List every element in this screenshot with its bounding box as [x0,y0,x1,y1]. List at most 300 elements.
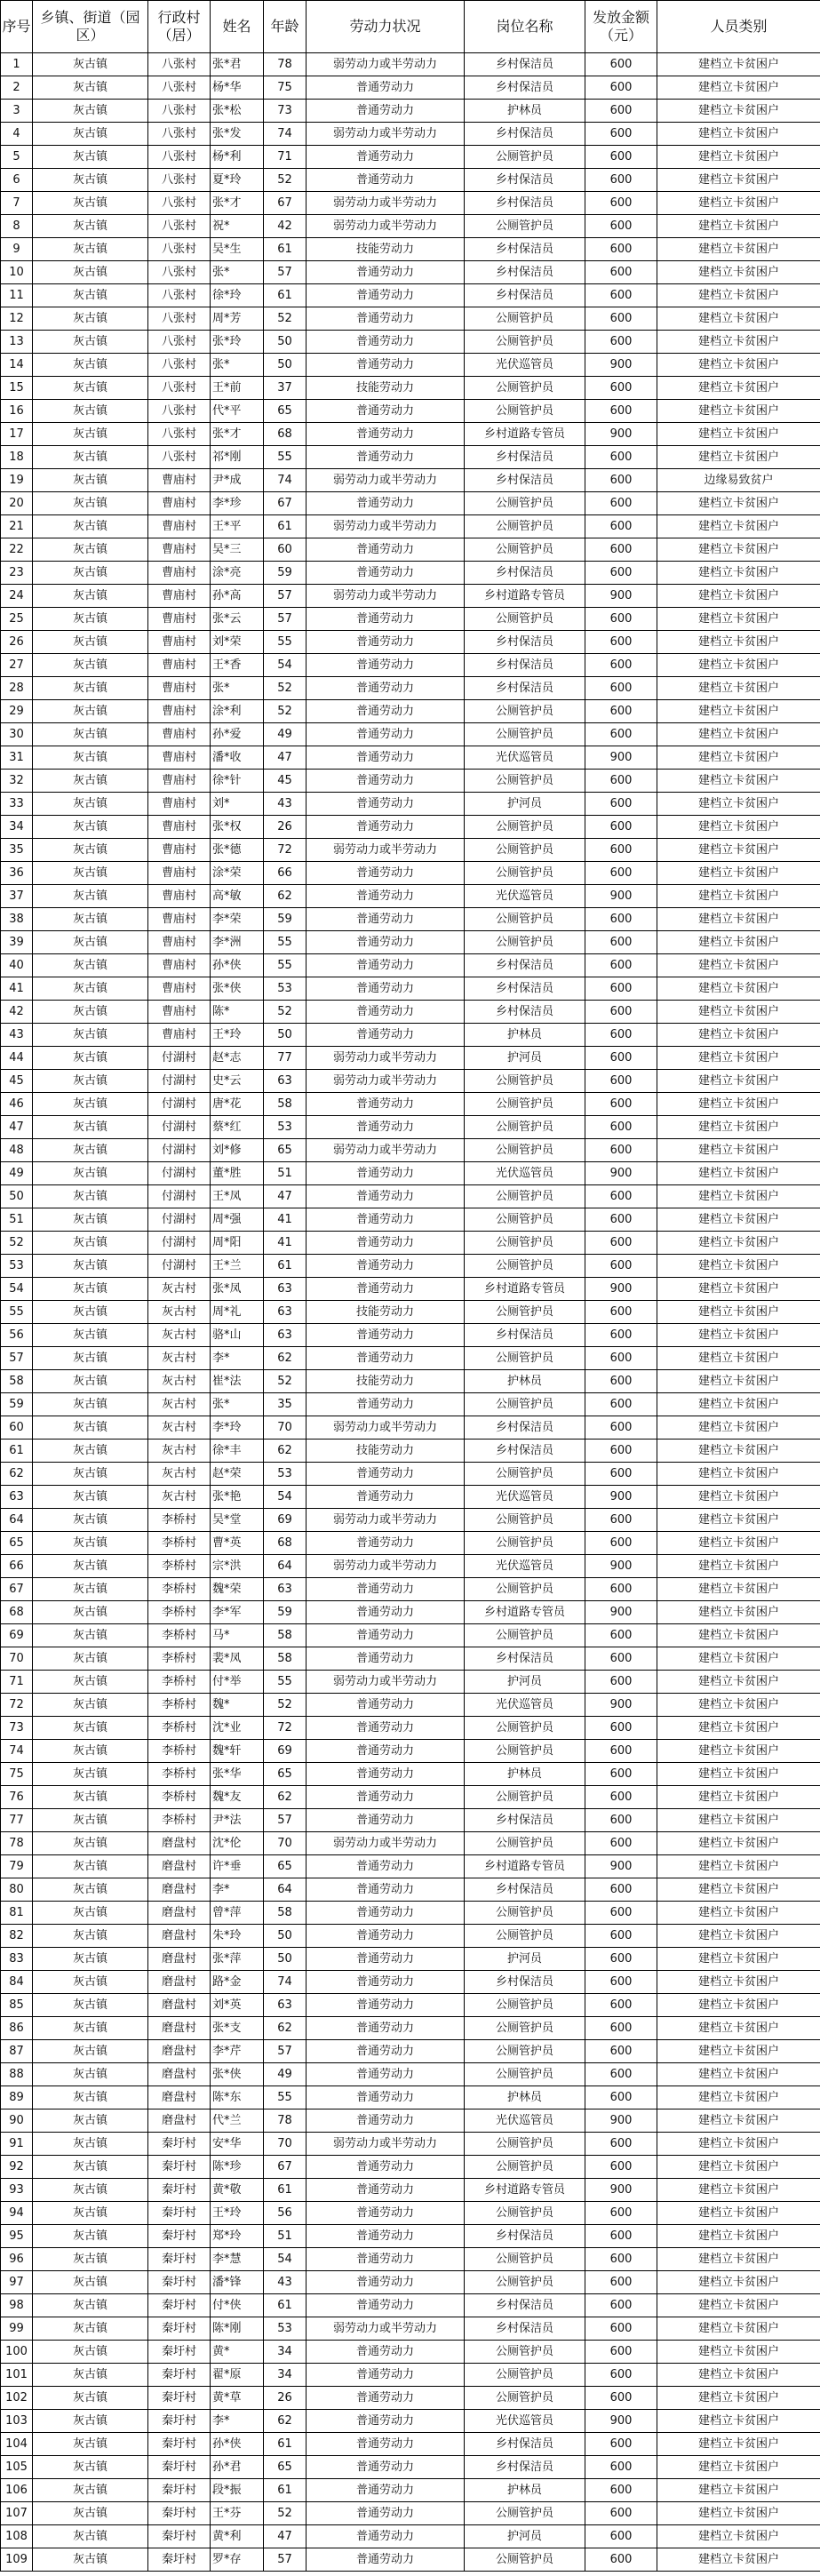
township-cell: 灰古镇 [33,2271,148,2294]
age-cell: 52 [264,1001,307,1024]
person-category-cell: 建档立卡贫困户 [657,1855,820,1878]
age-cell: 55 [264,931,307,954]
age-cell: 43 [264,2271,307,2294]
age-cell: 52 [264,2502,307,2525]
labor-status-cell: 普通劳动力 [307,2433,465,2456]
post-name-cell: 公厕管护员 [465,2248,585,2271]
table-row [1,1162,820,1185]
village-cell: 秦圩村 [148,2248,211,2271]
age-cell: 57 [264,585,307,608]
labor-status-cell: 普通劳动力 [307,2086,465,2109]
person-category-cell: 建档立卡贫困户 [657,2133,820,2156]
labor-status-cell: 普通劳动力 [307,723,465,746]
labor-status-cell: 普通劳动力 [307,677,465,700]
serial-no-cell: 2 [1,76,33,100]
table-row [1,631,820,654]
serial-no-cell: 86 [1,2017,33,2040]
table-header-row [1,1,820,53]
age-cell: 26 [264,816,307,839]
labor-status-cell: 普通劳动力 [307,1001,465,1024]
person-category-cell: 建档立卡贫困户 [657,862,820,885]
village-cell: 付湖村 [148,1208,211,1232]
serial-no-cell: 88 [1,2063,33,2086]
name-cell: 付*举 [211,1671,264,1694]
labor-status-cell: 普通劳动力 [307,1486,465,1509]
table-row [1,2271,820,2294]
village-cell: 磨盘村 [148,1902,211,1925]
person-category-cell: 建档立卡贫困户 [657,1925,820,1948]
name-cell: 徐*针 [211,770,264,793]
township-cell: 灰古镇 [33,2341,148,2364]
village-cell: 磨盘村 [148,1948,211,1971]
table-row [1,307,820,331]
township-cell: 灰古镇 [33,100,148,123]
labor-status-cell: 普通劳动力 [307,2109,465,2133]
amount-cell: 600 [585,238,657,261]
age-cell: 73 [264,100,307,123]
serial-no-cell: 33 [1,793,33,816]
labor-status-cell: 普通劳动力 [307,2548,465,2572]
labor-status-cell: 普通劳动力 [307,885,465,908]
person-category-cell: 建档立卡贫困户 [657,2341,820,2364]
age-cell: 63 [264,1324,307,1347]
serial-no-cell: 65 [1,1532,33,1555]
person-category-cell: 建档立卡贫困户 [657,1994,820,2017]
serial-no-cell: 13 [1,331,33,354]
township-cell: 灰古镇 [33,146,148,169]
post-name-cell: 护林员 [465,2479,585,2502]
serial-no-cell: 51 [1,1208,33,1232]
name-cell: 孙*侠 [211,2433,264,2456]
serial-no-cell: 38 [1,908,33,931]
labor-status-cell: 普通劳动力 [307,954,465,977]
township-cell: 灰古镇 [33,1393,148,1416]
person-category-cell: 建档立卡贫困户 [657,2479,820,2502]
age-cell: 42 [264,215,307,238]
age-cell: 41 [264,1208,307,1232]
township-cell: 灰古镇 [33,238,148,261]
township-cell: 灰古镇 [33,654,148,677]
serial-no-cell: 80 [1,1878,33,1902]
age-cell: 62 [264,1440,307,1463]
village-cell: 曹庙村 [148,954,211,977]
village-cell: 秦圩村 [148,2433,211,2456]
age-cell: 34 [264,2364,307,2387]
table-row [1,2063,820,2086]
name-cell: 张*萍 [211,1948,264,1971]
person-category-cell: 建档立卡贫困户 [657,215,820,238]
post-name-cell: 护林员 [465,2086,585,2109]
person-category-cell: 建档立卡贫困户 [657,1786,820,1809]
post-name-cell: 护林员 [465,100,585,123]
amount-cell: 600 [585,2525,657,2548]
post-name-cell: 乡村保洁员 [465,2433,585,2456]
labor-status-cell: 普通劳动力 [307,1578,465,1601]
table-row [1,76,820,100]
amount-cell: 600 [585,1624,657,1647]
township-cell: 灰古镇 [33,723,148,746]
age-cell: 58 [264,1647,307,1671]
township-cell: 灰古镇 [33,1001,148,1024]
post-name-cell: 公厕管护员 [465,1740,585,1763]
village-cell: 秦圩村 [148,2364,211,2387]
post-name-cell: 光伏巡管员 [465,1486,585,1509]
age-cell: 61 [264,2179,307,2202]
township-cell: 灰古镇 [33,1763,148,1786]
post-name-cell: 公厕管护员 [465,2040,585,2063]
header-person-category: 人员类别 [657,1,820,53]
person-category-cell: 建档立卡贫困户 [657,1255,820,1278]
age-cell: 58 [264,1902,307,1925]
post-name-cell: 乡村道路专管员 [465,1601,585,1624]
table-row [1,2109,820,2133]
age-cell: 63 [264,1301,307,1324]
post-name-cell: 乡村保洁员 [465,2225,585,2248]
name-cell: 涂*利 [211,700,264,723]
table-row [1,677,820,700]
village-cell: 秦圩村 [148,2156,211,2179]
labor-status-cell: 普通劳动力 [307,562,465,585]
amount-cell: 600 [585,2225,657,2248]
person-category-cell: 建档立卡贫困户 [657,1740,820,1763]
post-name-cell: 乡村道路专管员 [465,423,585,446]
amount-cell: 600 [585,1416,657,1440]
serial-no-cell: 52 [1,1232,33,1255]
amount-cell: 600 [585,1116,657,1139]
labor-status-cell: 弱劳动力或半劳动力 [307,53,465,76]
serial-no-cell: 15 [1,377,33,400]
township-cell: 灰古镇 [33,1047,148,1070]
header-village: 行政村（居） [148,1,211,53]
village-cell: 曹庙村 [148,515,211,538]
amount-cell: 600 [585,654,657,677]
amount-cell: 600 [585,608,657,631]
serial-no-cell: 42 [1,1001,33,1024]
post-name-cell: 乡村保洁员 [465,1647,585,1671]
labor-status-cell: 普通劳动力 [307,2456,465,2479]
labor-status-cell: 普通劳动力 [307,331,465,354]
serial-no-cell: 93 [1,2179,33,2202]
labor-status-cell: 普通劳动力 [307,1024,465,1047]
amount-cell: 600 [585,1717,657,1740]
serial-no-cell: 99 [1,2317,33,2341]
post-name-cell: 护河员 [465,793,585,816]
township-cell: 灰古镇 [33,908,148,931]
person-category-cell: 建档立卡贫困户 [657,908,820,931]
village-cell: 曹庙村 [148,908,211,931]
table-row [1,954,820,977]
post-name-cell: 公厕管护员 [465,1717,585,1740]
table-row [1,192,820,215]
labor-status-cell: 普通劳动力 [307,1185,465,1208]
amount-cell: 600 [585,1509,657,1532]
amount-cell: 600 [585,2317,657,2341]
township-cell: 灰古镇 [33,423,148,446]
labor-status-cell: 普通劳动力 [307,2179,465,2202]
age-cell: 72 [264,1717,307,1740]
age-cell: 55 [264,2086,307,2109]
serial-no-cell: 24 [1,585,33,608]
labor-status-cell: 普通劳动力 [307,1809,465,1832]
person-category-cell: 建档立卡贫困户 [657,284,820,307]
labor-status-cell: 普通劳动力 [307,977,465,1001]
village-cell: 灰古村 [148,1463,211,1486]
village-cell: 磨盘村 [148,2086,211,2109]
village-cell: 李桥村 [148,1555,211,1578]
post-name-cell: 公厕管护员 [465,816,585,839]
table-row [1,1463,820,1486]
village-cell: 八张村 [148,123,211,146]
village-cell: 付湖村 [148,1093,211,1116]
serial-no-cell: 40 [1,954,33,977]
township-cell: 灰古镇 [33,954,148,977]
amount-cell: 600 [585,1763,657,1786]
township-cell: 灰古镇 [33,538,148,562]
township-cell: 灰古镇 [33,53,148,76]
amount-cell: 600 [585,1208,657,1232]
table-row [1,2248,820,2271]
serial-no-cell: 55 [1,1301,33,1324]
township-cell: 灰古镇 [33,1855,148,1878]
post-name-cell: 乡村保洁员 [465,1416,585,1440]
amount-cell: 600 [585,2387,657,2410]
amount-cell: 600 [585,1255,657,1278]
post-name-cell: 护河员 [465,1948,585,1971]
post-name-cell: 公厕管护员 [465,492,585,515]
village-cell: 付湖村 [148,1116,211,1139]
amount-cell: 600 [585,931,657,954]
table-row [1,2479,820,2502]
serial-no-cell: 79 [1,1855,33,1878]
labor-status-cell: 普通劳动力 [307,423,465,446]
labor-status-cell: 弱劳动力或半劳动力 [307,1832,465,1855]
person-category-cell: 建档立卡贫困户 [657,123,820,146]
age-cell: 61 [264,284,307,307]
post-name-cell: 乡村保洁员 [465,1324,585,1347]
village-cell: 付湖村 [148,1162,211,1185]
village-cell: 李桥村 [148,1786,211,1809]
labor-status-cell: 弱劳动力或半劳动力 [307,515,465,538]
village-cell: 李桥村 [148,1509,211,1532]
serial-no-cell: 45 [1,1070,33,1093]
amount-cell: 600 [585,2040,657,2063]
age-cell: 62 [264,1347,307,1370]
township-cell: 灰古镇 [33,770,148,793]
labor-status-cell: 弱劳动力或半劳动力 [307,2133,465,2156]
township-cell: 灰古镇 [33,746,148,770]
amount-cell: 600 [585,1024,657,1047]
table-row [1,723,820,746]
village-cell: 磨盘村 [148,2063,211,2086]
person-category-cell: 建档立卡贫困户 [657,76,820,100]
person-category-cell: 建档立卡贫困户 [657,1509,820,1532]
person-category-cell: 建档立卡贫困户 [657,1578,820,1601]
village-cell: 磨盘村 [148,1855,211,1878]
amount-cell: 600 [585,1301,657,1324]
age-cell: 70 [264,2133,307,2156]
person-category-cell: 建档立卡贫困户 [657,770,820,793]
township-cell: 灰古镇 [33,2017,148,2040]
table-row [1,2156,820,2179]
amount-cell: 600 [585,2133,657,2156]
serial-no-cell: 91 [1,2133,33,2156]
amount-cell: 900 [585,1694,657,1717]
labor-status-cell: 普通劳动力 [307,1740,465,1763]
age-cell: 57 [264,2548,307,2572]
person-category-cell: 建档立卡贫困户 [657,2156,820,2179]
township-cell: 灰古镇 [33,2179,148,2202]
amount-cell: 600 [585,2364,657,2387]
serial-no-cell: 30 [1,723,33,746]
village-cell: 曹庙村 [148,492,211,515]
person-category-cell: 建档立卡贫困户 [657,423,820,446]
labor-status-cell: 普通劳动力 [307,1232,465,1255]
name-cell: 周*阳 [211,1232,264,1255]
post-name-cell: 光伏巡管员 [465,746,585,770]
village-cell: 秦圩村 [148,2271,211,2294]
labor-status-cell: 普通劳动力 [307,770,465,793]
table-row [1,977,820,1001]
serial-no-cell: 27 [1,654,33,677]
person-category-cell: 建档立卡贫困户 [657,885,820,908]
amount-cell: 600 [585,2479,657,2502]
labor-status-cell: 普通劳动力 [307,2410,465,2433]
person-category-cell: 建档立卡贫困户 [657,793,820,816]
age-cell: 59 [264,908,307,931]
age-cell: 49 [264,2063,307,2086]
amount-cell: 600 [585,1994,657,2017]
person-category-cell: 建档立卡贫困户 [657,2225,820,2248]
labor-status-cell: 普通劳动力 [307,2364,465,2387]
age-cell: 78 [264,2109,307,2133]
person-category-cell: 建档立卡贫困户 [657,53,820,76]
village-cell: 灰古村 [148,1486,211,1509]
amount-cell: 600 [585,1925,657,1948]
person-category-cell: 建档立卡贫困户 [657,515,820,538]
name-cell: 陈*刚 [211,2317,264,2341]
serial-no-cell: 12 [1,307,33,331]
post-name-cell: 乡村保洁员 [465,654,585,677]
name-cell: 杨*利 [211,146,264,169]
age-cell: 45 [264,770,307,793]
amount-cell: 600 [585,1347,657,1370]
age-cell: 47 [264,746,307,770]
township-cell: 灰古镇 [33,1994,148,2017]
table-row [1,1532,820,1555]
person-category-cell: 建档立卡贫困户 [657,1324,820,1347]
labor-status-cell: 普通劳动力 [307,100,465,123]
table-row [1,2133,820,2156]
person-category-cell: 建档立卡贫困户 [657,1532,820,1555]
serial-no-cell: 49 [1,1162,33,1185]
post-name-cell: 公厕管护员 [465,2202,585,2225]
labor-status-cell: 普通劳动力 [307,261,465,284]
amount-cell: 600 [585,839,657,862]
amount-cell: 600 [585,2017,657,2040]
post-name-cell: 光伏巡管员 [465,1555,585,1578]
village-cell: 曹庙村 [148,770,211,793]
name-cell: 张*德 [211,839,264,862]
labor-status-cell: 普通劳动力 [307,2202,465,2225]
labor-status-cell: 弱劳动力或半劳动力 [307,1070,465,1093]
serial-no-cell: 94 [1,2202,33,2225]
labor-status-cell: 弱劳动力或半劳动力 [307,215,465,238]
village-cell: 付湖村 [148,1047,211,1070]
amount-cell: 600 [585,2202,657,2225]
age-cell: 54 [264,654,307,677]
village-cell: 灰古村 [148,1324,211,1347]
age-cell: 50 [264,1948,307,1971]
township-cell: 灰古镇 [33,1463,148,1486]
header-labor-status: 劳动力状况 [307,1,465,53]
name-cell: 李*荣 [211,908,264,931]
table-body [1,53,820,2572]
table-row [1,654,820,677]
table-row [1,1370,820,1393]
township-cell: 灰古镇 [33,2294,148,2317]
amount-cell: 600 [585,1809,657,1832]
serial-no-cell: 20 [1,492,33,515]
township-cell: 灰古镇 [33,1878,148,1902]
post-name-cell: 公厕管护员 [465,1070,585,1093]
serial-no-cell: 69 [1,1624,33,1647]
person-category-cell: 建档立卡贫困户 [657,1208,820,1232]
amount-cell: 600 [585,2271,657,2294]
table-row [1,839,820,862]
header-township: 乡镇、街道（园区） [33,1,148,53]
post-name-cell: 公厕管护员 [465,1624,585,1647]
serial-no-cell: 35 [1,839,33,862]
person-category-cell: 建档立卡贫困户 [657,1162,820,1185]
person-category-cell: 建档立卡贫困户 [657,192,820,215]
name-cell: 李*洲 [211,931,264,954]
labor-status-cell: 普通劳动力 [307,1878,465,1902]
table-row [1,862,820,885]
serial-no-cell: 5 [1,146,33,169]
age-cell: 67 [264,192,307,215]
name-cell: 王*玲 [211,1024,264,1047]
labor-status-cell: 普通劳动力 [307,1393,465,1416]
name-cell: 夏*玲 [211,169,264,192]
table-row [1,2502,820,2525]
village-cell: 八张村 [148,169,211,192]
name-cell: 代*平 [211,400,264,423]
village-cell: 李桥村 [148,1763,211,1786]
name-cell: 李*军 [211,1601,264,1624]
amount-cell: 600 [585,1070,657,1093]
age-cell: 62 [264,1786,307,1809]
table-row [1,2202,820,2225]
serial-no-cell: 89 [1,2086,33,2109]
person-category-cell: 建档立卡贫困户 [657,608,820,631]
name-cell: 王*前 [211,377,264,400]
township-cell: 灰古镇 [33,2063,148,2086]
table-row [1,1116,820,1139]
post-name-cell: 护河员 [465,2525,585,2548]
village-cell: 付湖村 [148,1185,211,1208]
age-cell: 78 [264,53,307,76]
township-cell: 灰古镇 [33,1324,148,1347]
serial-no-cell: 1 [1,53,33,76]
serial-no-cell: 17 [1,423,33,446]
village-cell: 八张村 [148,307,211,331]
village-cell: 李桥村 [148,1694,211,1717]
person-category-cell: 建档立卡贫困户 [657,1024,820,1047]
person-category-cell: 建档立卡贫困户 [657,2017,820,2040]
post-name-cell: 乡村保洁员 [465,192,585,215]
name-cell: 张*凤 [211,1278,264,1301]
serial-no-cell: 83 [1,1948,33,1971]
